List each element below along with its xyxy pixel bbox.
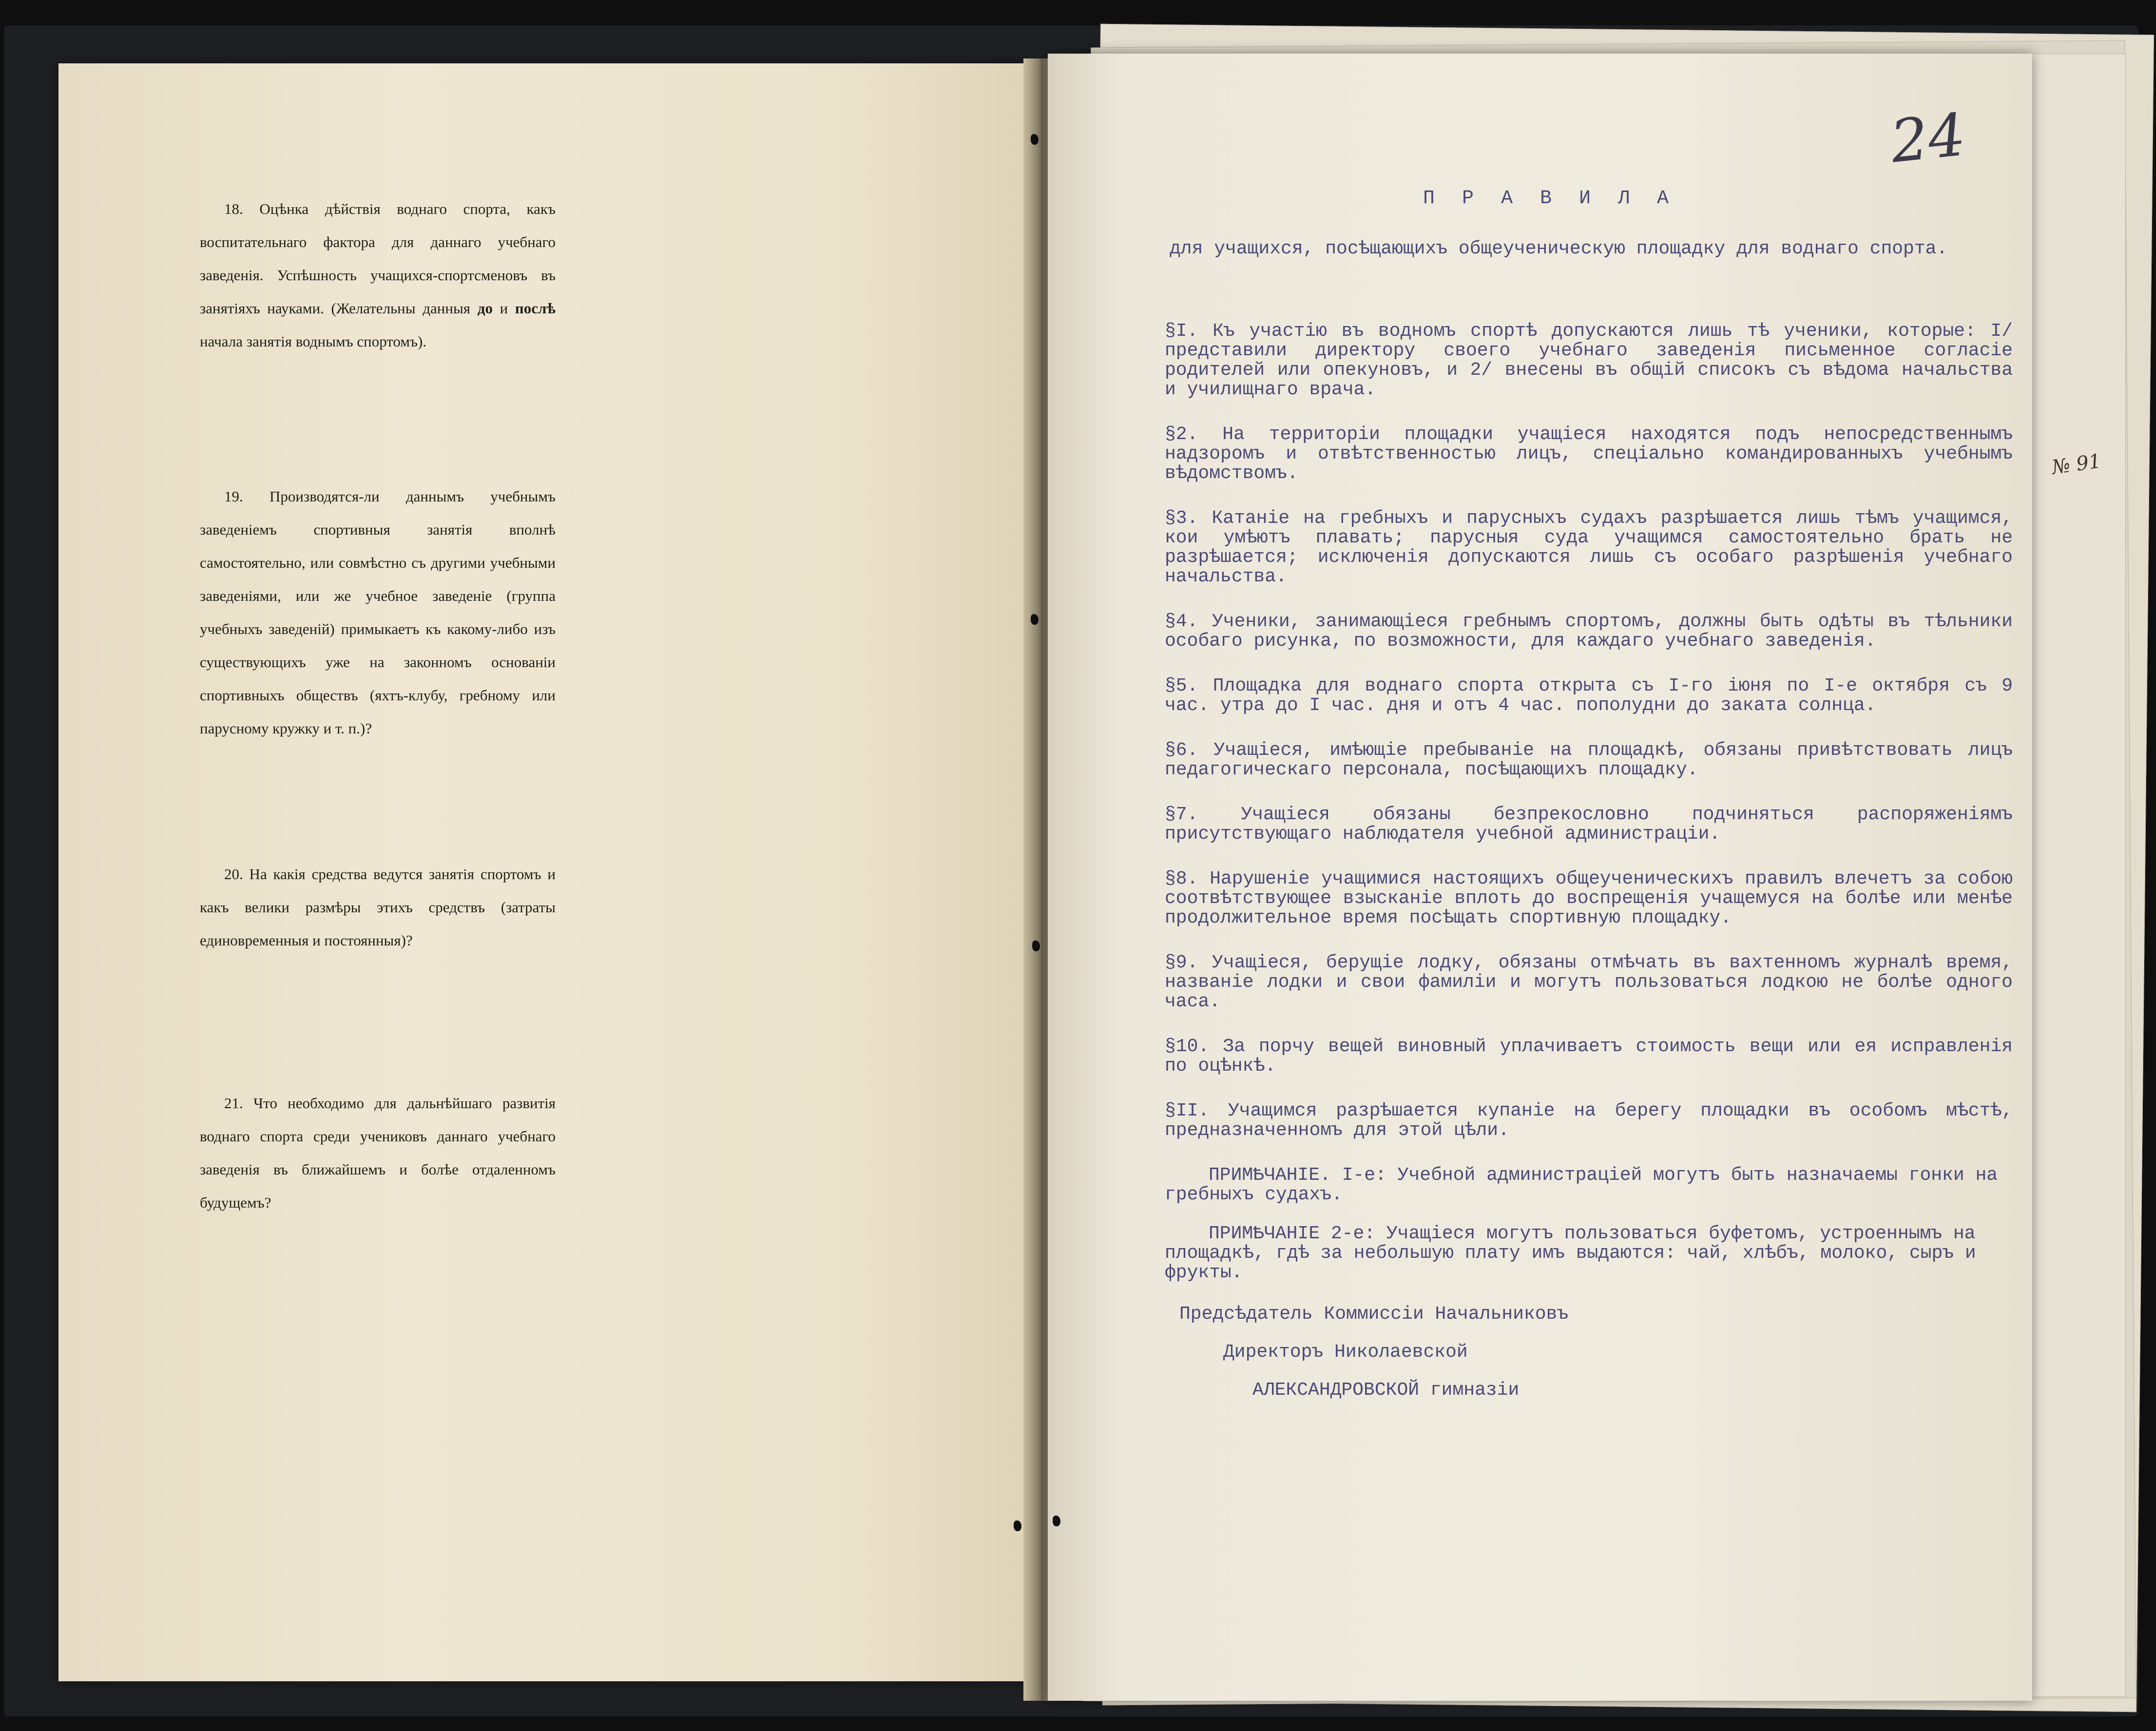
question-21: 21. Что необходимо для дальнѣйшаго развитія воднаго спорта среди учениковъ даннаго учебнаго заведенія въ ближайшемъ и болѣе отдаленномъ будущемъ? bbox=[200, 1095, 556, 1211]
bleed-through-text bbox=[580, 180, 921, 375]
question-19: 19. Производятся-ли даннымъ учебнымъ заведеніемъ спортивныя занятія вполнѣ самостоятельно, или совмѣстно съ другими учебными заведеніями, или же учебное заведеніе (группа учебныхъ заведеній) примыкаетъ къ какому-либо изъ существующихъ уже на законномъ основаніи спортивныхъ обществъ (яхтъ-клубу, гребному или парусному кружку и т. п.)? bbox=[200, 488, 556, 737]
rule-paragraph: §9. Учащіеся, берущіе лодку, обязаны отмѣчать въ вахтенномъ журналѣ время, названіе лодки и свои фамиліи и могутъ пользоваться лодкою не болѣе одного часа. bbox=[1165, 952, 2013, 1012]
binding-hole bbox=[1053, 1516, 1060, 1526]
emphasis-text: послѣ bbox=[515, 300, 556, 317]
rule-paragraph: §3. Катаніе на гребныхъ и парусныхъ судахъ разрѣшается лишь тѣмъ учащимся, кои умѣютъ плавать; парусныя суда учащимся самостоятельно брать не разрѣшается; исключенія допускаются лишь съ особаго разрѣшенія учебнаго начальства. bbox=[1165, 508, 2013, 587]
question-20: 20. На какія средства ведутся занятія спортомъ и какъ велики размѣры этихъ средствъ (затраты единовременныя и постоянныя)? bbox=[200, 866, 556, 949]
rules-body bbox=[1165, 322, 2013, 1302]
rules-subtitle: для учащихся, посѣщающихъ общеученическую площадку для воднаго спорта. bbox=[1170, 238, 1948, 259]
signature-line: Предсѣдатель Коммиссіи Начальниковъ bbox=[1179, 1304, 1569, 1325]
rule-paragraph: §4. Ученики, занимающіеся гребнымъ спортомъ, должны быть одѣты въ тѣльники особаго рисунка, по возможности, для каждаго учебнаго заведенія. bbox=[1165, 611, 2013, 652]
rule-paragraph: §7. Учащіеся обязаны безпрекословно подчиняться распоряженіямъ присутствующаго наблюдателя учебной администраціи. bbox=[1165, 804, 2013, 845]
rule-paragraph: §I. Къ участію въ водномъ спортѣ допускаются лишь тѣ ученики, которые: I/представили директору своего учебнаго заведенія письменное согласіе родителей или опекуновъ, и 2/ внесены въ общій списокъ съ вѣдома начальства и училищнаго врача. bbox=[1165, 321, 2013, 400]
rule-paragraph: §2. На территоріи площадки учащіеся находятся подъ непосредственнымъ надзоромъ и отвѣтственностью лицъ, спеціально командированныхъ учебнымъ вѣдомствомъ. bbox=[1165, 424, 2013, 484]
question-text: и bbox=[500, 300, 508, 317]
rule-paragraph: §8. Нарушеніе учащимися настоящихъ общеученическихъ правилъ влечетъ за собою соотвѣтствующее взысканіе вплоть до воспрещенія учащемуся на болѣе или менѣе продолжительное время посѣщать спортивную площадку. bbox=[1165, 868, 2013, 928]
binding-hole bbox=[1031, 134, 1039, 145]
signature-line: Директоръ Николаевской bbox=[1223, 1342, 1468, 1363]
rule-note: ПРИМѢЧАНІЕ 2-е: Учащіеся могутъ пользоваться буфетомъ, устроеннымъ на площадкѣ, гдѣ за небольшую плату имъ выдаются: чай, хлѣбъ, молоко, сыръ и фрукты. bbox=[1165, 1223, 1976, 1283]
rule-paragraph: §10. За порчу вещей виновный уплачиваетъ стоимость вещи или ея исправленія по оцѣнкѣ. bbox=[1165, 1036, 2013, 1077]
binding-hole bbox=[1031, 614, 1039, 625]
rule-paragraph: §6. Учащіеся, имѣющіе пребываніе на площадкѣ, обязаны привѣтствовать лицъ педагогическаго персонала, посѣщающихъ площадку. bbox=[1165, 740, 2013, 780]
rule-paragraph: §II. Учащимся разрѣшается купаніе на берегу площадки въ особомъ мѣстѣ, предназначенномъ для этой цѣли. bbox=[1165, 1100, 2013, 1141]
rules-title: П Р А В И Л А bbox=[1423, 188, 1677, 210]
question-text: начала занятія воднымъ спортомъ). bbox=[200, 333, 427, 350]
rule-paragraph: §5. Площадка для воднаго спорта открыта съ I-го іюня по I-е октября съ 9 час. утра до I час. дня и отъ 4 час. пополудни до заката солнца. bbox=[1165, 675, 2013, 716]
question-text: 18. Оцѣнка дѣйствія воднаго спорта, какъ воспитательнаго фактора для даннаго учебнаго заведенія. Успѣшность учащихся-спортсменовъ въ занятіяхъ науками. (Желательны данныя bbox=[200, 200, 556, 317]
rule-note: ПРИМѢЧАНІЕ. I-е: Учебной администраціей могутъ быть назначаемы гонки на гребныхъ судахъ. bbox=[1165, 1165, 1998, 1205]
underlying-handwriting: № 91 bbox=[2050, 450, 2103, 479]
signature-line: АЛЕКСАНДРОВСКОЙ гимназіи bbox=[1252, 1380, 1520, 1401]
binding-hole bbox=[1014, 1520, 1021, 1531]
folio-number: 24 bbox=[1887, 101, 1969, 176]
binding-hole bbox=[1032, 941, 1040, 951]
emphasis-text: до bbox=[477, 300, 493, 317]
question-18 bbox=[200, 192, 556, 358]
